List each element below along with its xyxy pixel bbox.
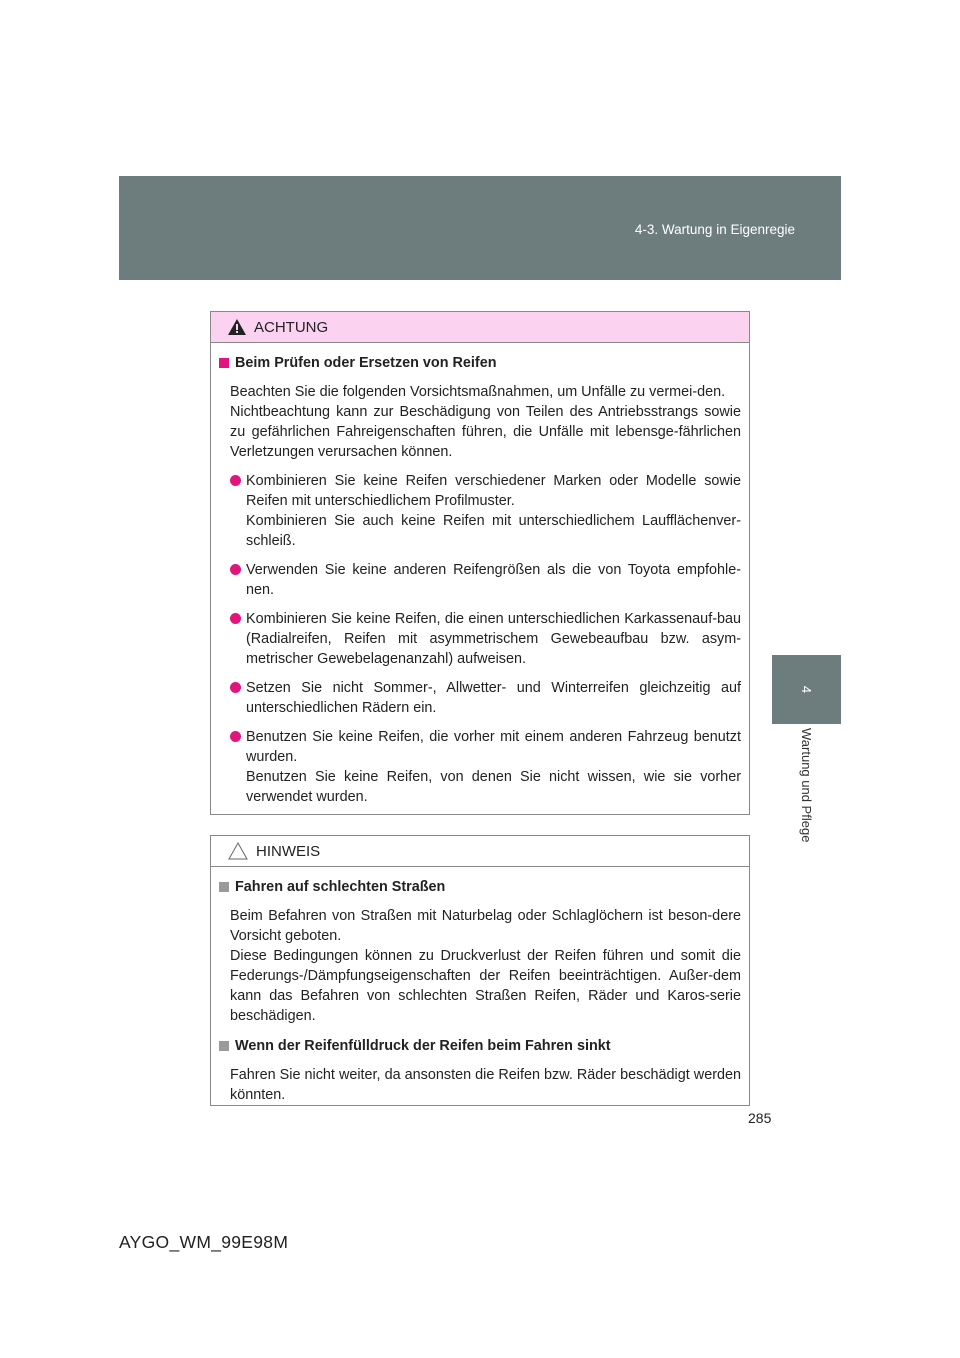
note-paragraph: Beim Befahren von Straßen mit Naturbelag oder Schlaglöchern ist beson-dere Vorsicht geboten. Diese Bedingungen können zu Druckverlust der Reifen führen und somit die Federungs-/Dämpfungseigenschaften der Reifen beeinträchtigen. Außer-dem kann das Befahren von schlechten Straßen Reifen, Räder und Karos-serie beschädigen. <box>230 908 741 1024</box>
bullet-dot-icon <box>230 475 241 486</box>
bullet-dot-icon <box>230 682 241 693</box>
chapter-number: 4 <box>798 685 814 694</box>
warning-bullet: Setzen Sie nicht Sommer-, Allwetter- und Winterreifen gleichzeitig auf unterschiedlichen Rädern ein. <box>219 678 741 718</box>
warning-intro: Beachten Sie die folgenden Vorsichtsmaßnahmen, um Unfälle zu vermei-den. Nichtbeachtung kann zur Beschädigung von Teilen des Antriebsstrangs sowie zu gefährlichen Fahreigenschaften führen, die Unfälle mit lebensge-fährlichen Verletzungen verursachen können. <box>230 384 741 460</box>
warning-heading: Beim Prüfen oder Ersetzen von Reifen <box>219 353 741 373</box>
chapter-header <box>119 176 841 280</box>
warning-bullet: Benutzen Sie keine Reifen, die vorher mit einem anderen Fahrzeug benutzt wurden. Benutzen Sie keine Reifen, von denen Sie nicht wissen, wie sie vorher verwendet wurden. <box>219 727 741 807</box>
note-heading: Wenn der Reifenfülldruck der Reifen beim Fahren sinkt <box>219 1036 741 1056</box>
page-number: 285 <box>748 1110 772 1126</box>
note-paragraph: Fahren Sie nicht weiter, da ansonsten die Reifen bzw. Räder beschädigt werden könnten. <box>230 1067 741 1103</box>
bullet-dot-icon <box>230 731 241 742</box>
warning-bullet: Kombinieren Sie keine Reifen verschiedener Marken oder Modelle sowie Reifen mit unterschiedlichem Profilmuster. Kombinieren Sie auch keine Reifen mit unterschiedlichem Laufflächenver-schleiß. <box>219 471 741 551</box>
warning-bullet: Verwenden Sie keine anderen Reifengrößen als die von Toyota empfohle-nen. <box>219 560 741 600</box>
note-heading: Fahren auf schlechten Straßen <box>219 877 741 897</box>
square-bullet-icon <box>219 1041 229 1051</box>
square-bullet-icon <box>219 882 229 892</box>
chapter-label: Wartung und Pflege <box>799 728 814 843</box>
warning-title: ACHTUNG <box>254 318 329 336</box>
document-code: AYGO_WM_99E98M <box>119 1232 289 1252</box>
warning-box <box>210 311 750 815</box>
section-title: 4-3. Wartung in Eigenregie <box>634 222 795 237</box>
note-title: HINWEIS <box>256 842 321 860</box>
note-header <box>211 836 749 867</box>
bullet-dot-icon <box>230 564 241 575</box>
caution-triangle-icon <box>228 842 248 860</box>
warning-bullet: Kombinieren Sie keine Reifen, die einen unterschiedlichen Karkassenauf-bau (Radialreifen, Reifen mit asymmetrischem Gewebeaufbau bzw. asym-metrischer Gewebelagenanzahl) aufweisen. <box>219 609 741 669</box>
warning-header <box>211 312 749 343</box>
chapter-tab-label <box>772 728 841 868</box>
note-box <box>210 835 750 1106</box>
warning-triangle-icon <box>228 319 246 335</box>
chapter-tab-number <box>772 655 841 724</box>
bullet-dot-icon <box>230 613 241 624</box>
square-bullet-icon <box>219 358 229 368</box>
